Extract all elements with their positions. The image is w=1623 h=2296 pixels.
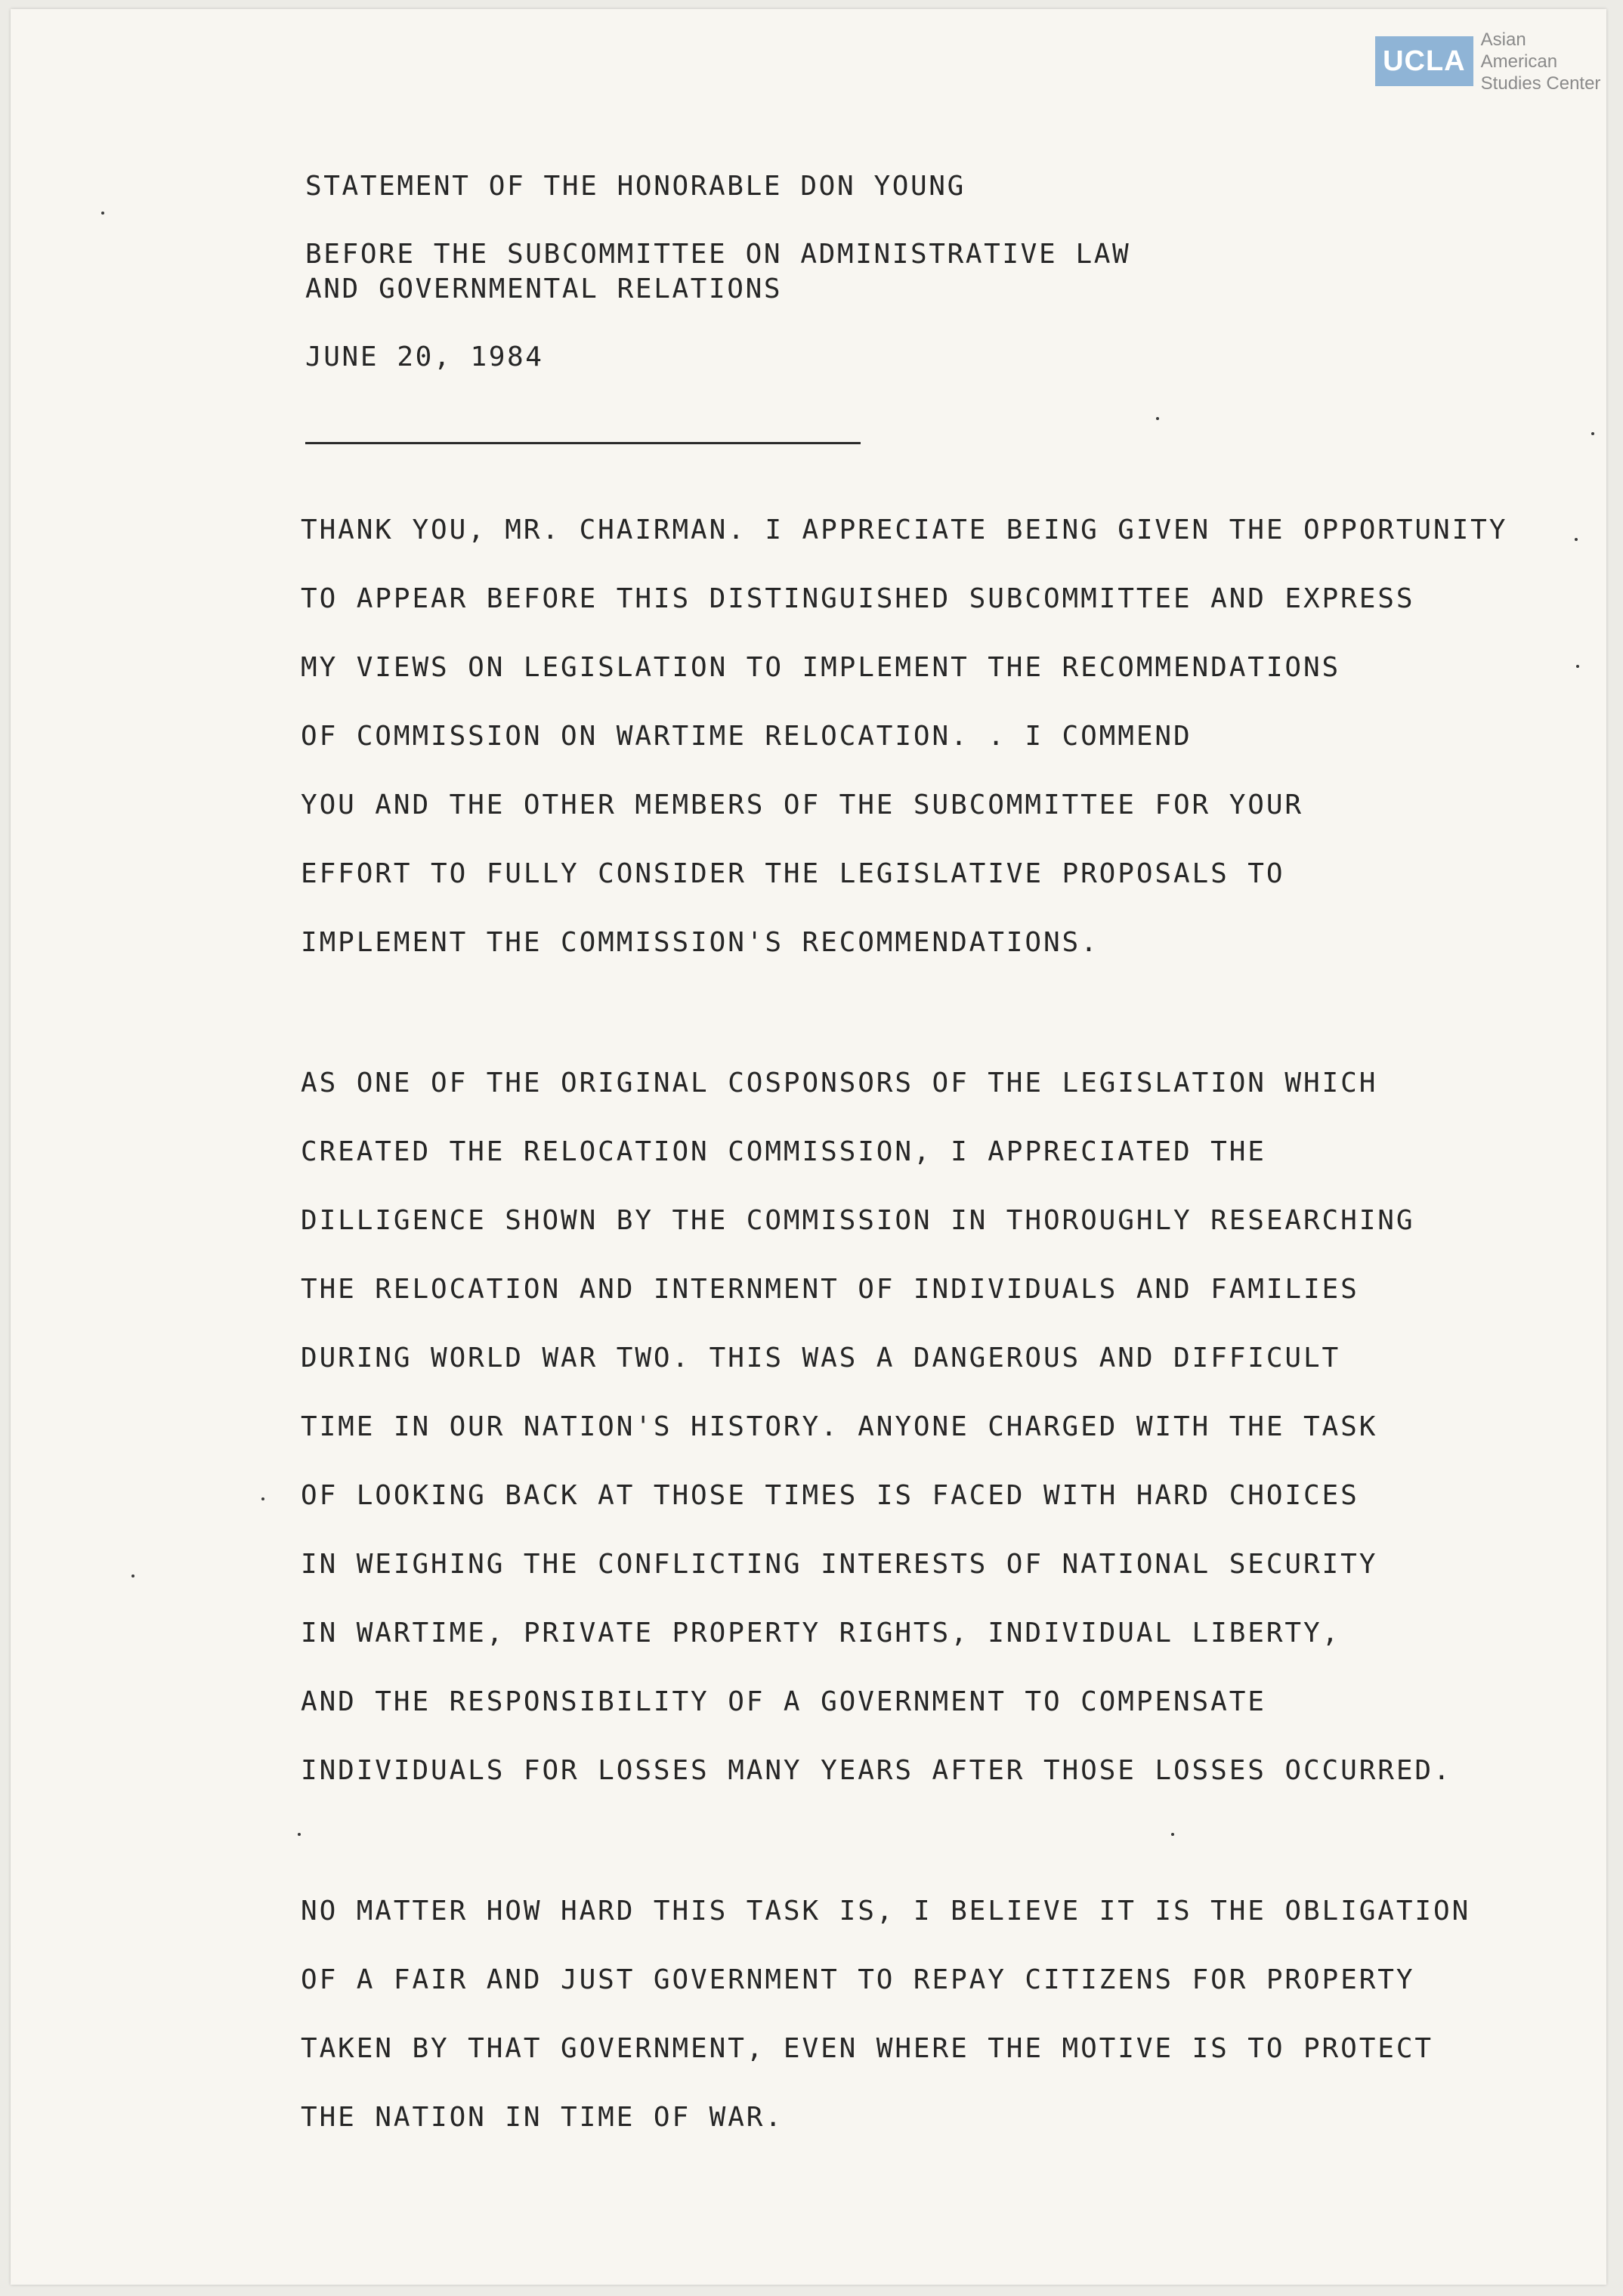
statement-header [305,169,1130,375]
paragraph-line: INDIVIDUALS FOR LOSSES MANY YEARS AFTER THOSE LOSSES OCCURRED. [301,1755,1452,1786]
paper-speck [1591,432,1594,435]
paragraph-line: OF LOOKING BACK AT THOSE TIMES IS FACED WITH HARD CHOICES [301,1480,1359,1511]
paragraph-line: TO APPEAR BEFORE THIS DISTINGUISHED SUBCOMMITTEE AND EXPRESS [301,583,1415,614]
logo-caption-line-1: Asian American [1480,29,1558,72]
paragraph-line: EFFORT TO FULLY CONSIDER THE LEGISLATIVE PROPOSALS TO [301,858,1285,889]
paragraph-line: IN WARTIME, PRIVATE PROPERTY RIGHTS, INDIVIDUAL LIBERTY, [301,1618,1341,1649]
paragraph-line: AS ONE OF THE ORIGINAL COSPONSORS OF THE LEGISLATION WHICH [301,1068,1378,1099]
paragraph-line: DURING WORLD WAR TWO. THIS WAS A DANGEROUS AND DIFFICULT [301,1343,1341,1374]
header-divider [305,442,861,444]
document-page [11,9,1606,2285]
subcommittee-line-2: AND GOVERNMENTAL RELATIONS [305,273,783,304]
paragraph-line: TIME IN OUR NATION'S HISTORY. ANYONE CHARGED WITH THE TASK [301,1411,1378,1442]
paragraph-line: TAKEN BY THAT GOVERNMENT, EVEN WHERE THE MOTIVE IS TO PROTECT [301,2033,1434,2064]
paragraph-line: AND THE RESPONSIBILITY OF A GOVERNMENT TO COMPENSATE [301,1686,1266,1717]
subcommittee-line-1: BEFORE THE SUBCOMMITTEE ON ADMINISTRATIVE LAW [305,239,1131,270]
paper-speck [1576,665,1579,668]
statement-title: STATEMENT OF THE HONORABLE DON YOUNG [305,171,966,202]
paper-speck [261,1497,264,1500]
paper-speck [1171,1833,1174,1836]
paragraph-line: NO MATTER HOW HARD THIS TASK IS, I BELIEVE IT IS THE OBLIGATION [301,1896,1471,1927]
paragraph-line: THANK YOU, MR. CHAIRMAN. I APPRECIATE BEING GIVEN THE OPPORTUNITY [301,515,1508,545]
paragraph-line: THE RELOCATION AND INTERNMENT OF INDIVIDUALS AND FAMILIES [301,1274,1359,1305]
paragraph-2 [301,1066,1452,1822]
logo-caption-line-2: Studies Center [1480,73,1601,94]
paragraph-line: IN WEIGHING THE CONFLICTING INTERESTS OF NATIONAL SECURITY [301,1549,1378,1580]
paragraph-1 [301,513,1507,994]
paragraph-line: MY VIEWS ON LEGISLATION TO IMPLEMENT THE RECOMMENDATIONS [301,652,1341,683]
paper-speck [131,1574,134,1578]
paragraph-line: OF A FAIR AND JUST GOVERNMENT TO REPAY CITIZENS FOR PROPERTY [301,1964,1415,1995]
paper-speck [298,1833,301,1836]
paragraph-line: DILLIGENCE SHOWN BY THE COMMISSION IN THOROUGHLY RESEARCHING [301,1205,1415,1236]
paragraph-3 [301,1894,1470,2169]
paragraph-line: IMPLEMENT THE COMMISSION'S RECOMMENDATIONS. [301,927,1099,958]
statement-date: JUNE 20, 1984 [305,341,544,372]
paragraph-line: YOU AND THE OTHER MEMBERS OF THE SUBCOMMITTEE FOR YOUR [301,790,1303,820]
logo-caption [1481,29,1606,94]
paragraph-line: THE NATION IN TIME OF WAR. [301,2102,784,2133]
paper-speck [101,212,104,215]
paper-speck [1156,417,1159,420]
ucla-badge: UCLA [1375,36,1473,86]
ucla-aasc-logo [1375,29,1606,94]
paper-speck [1575,538,1578,541]
paragraph-line: CREATED THE RELOCATION COMMISSION, I APPRECIATED THE [301,1136,1266,1167]
paragraph-line: OF COMMISSION ON WARTIME RELOCATION. . I COMMEND [301,721,1192,752]
